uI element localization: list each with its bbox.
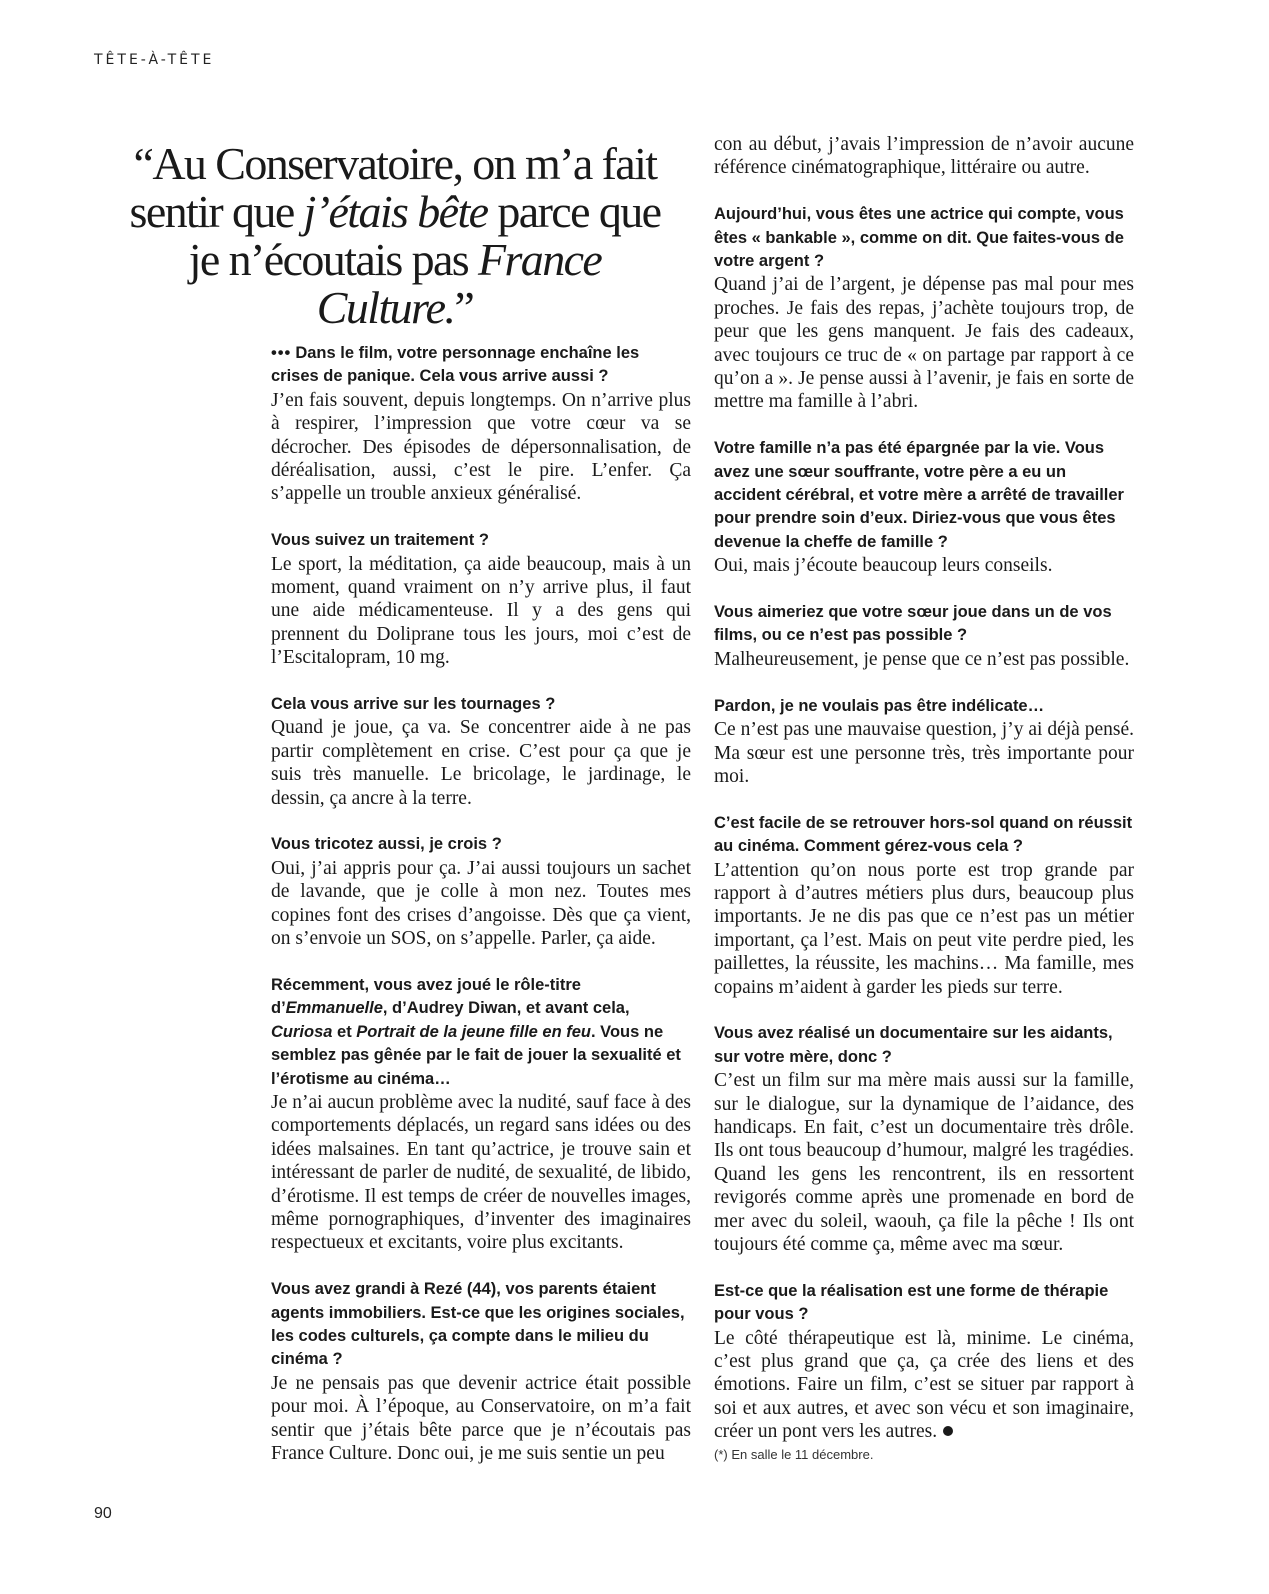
qa-block bbox=[714, 437, 1134, 577]
question: Vous aimeriez que votre sœur joue dans un de vos films, ou ce n’est pas possible ? bbox=[714, 603, 1112, 645]
question: Vous avez grandi à Rezé (44), vos parents étaient agents immobiliers. Est-ce que les origines sociales, les codes culturels, ça compte dans le milieu du cinéma ? bbox=[271, 1280, 685, 1369]
question: C’est facile de se retrouver hors-sol quand on réussit au cinéma. Comment gérez-vous cela ? bbox=[714, 813, 1133, 856]
answer-text: Le côté thérapeutique est là, minime. Le cinéma, c’est plus grand que ça, ça crée des liens et des émotions. Faire un film, c’est se situer par rapport à soi et aux autres, et avec son vécu et son imaginaire, créer un pont vers les autres. bbox=[714, 1327, 1134, 1443]
answer: Quand je joue, ça va. Se concentrer aide à ne pas partir complètement en crise. C’est pour ça que je suis très manuelle. Le bricolage, le jardinage, le dessin, ça ancre à la terre. bbox=[271, 717, 691, 809]
qa-block bbox=[271, 1278, 691, 1465]
right-column bbox=[714, 133, 1134, 1464]
question bbox=[271, 342, 691, 389]
qa-block bbox=[714, 601, 1134, 671]
pull-quote-text: parce que je n’écoutais pas bbox=[188, 186, 661, 285]
answer: Quand j’ai de l’argent, je dépense pas mal pour mes proches. Je fais des repas, j’achète toujours trop, de peur que les gens manquent. Je fais des cadeaux, avec toujours ce truc de « on partage par rapport à ce qu’on a ». Je pense aussi à l’avenir, je fais en sorte de mettre ma famille à l’abri. bbox=[714, 274, 1134, 413]
question: Vous tricotez aussi, je crois ? bbox=[271, 835, 502, 854]
film-title: Portrait de la jeune fille en feu bbox=[356, 1022, 592, 1041]
question: Vous avez réalisé un documentaire sur les aidants, sur votre mère, donc ? bbox=[714, 1024, 1113, 1066]
answer: Oui, mais j’écoute beaucoup leurs conseils. bbox=[714, 555, 1053, 577]
question bbox=[271, 974, 691, 1091]
question-text: Dans le film, votre personnage enchaîne les crises de panique. Cela vous arrive aussi ? bbox=[271, 344, 640, 386]
section-label: TÊTE-À-TÊTE bbox=[94, 52, 215, 68]
question-text: Récemment, vous avez joué le rôle-titre d’ bbox=[271, 975, 581, 1018]
answer-continuation: con au début, j’avais l’impression de n’avoir aucune référence cinématographique, littéraire ou autre. bbox=[714, 134, 1134, 179]
question: Votre famille n’a pas été épargnée par la vie. Vous avez une sœur souffrante, votre père a eu un accident cérébral, et votre mère a arrêté de travailler pour prendre soin d’eux. Diriez-vous que vous êtes devenue la cheffe de famille ? bbox=[714, 439, 1124, 551]
question: Vous suivez un traitement ? bbox=[271, 531, 489, 550]
answer: J’en fais souvent, depuis longtemps. On n’arrive plus à respirer, l’impression que votre cœur va se décrocher. Des épisodes de dépersonnalisation, de déréalisation, aussi, c’est le pire. L’enfer. Ça s’appelle un trouble anxieux généralisé. bbox=[271, 389, 691, 505]
qa-block bbox=[271, 693, 691, 810]
pull-quote-text: “Au Conservatoire, on m’a fait sentir que bbox=[129, 138, 657, 237]
qa-block bbox=[271, 342, 691, 506]
qa-block bbox=[714, 695, 1134, 789]
film-title: Curiosa bbox=[271, 1022, 333, 1041]
answer: Malheureusement, je pense que ce n’est pas possible. bbox=[714, 648, 1130, 670]
answer: Le sport, la méditation, ça aide beaucoup, mais à un moment, quand vraiment on n’y arrive plus, il faut une aide médicamenteuse. Il y a des gens qui prennent du Doliprane tous les jours, moi c’est de l’Escitalopram, 10 mg. bbox=[271, 553, 691, 669]
pull-quote-emphasis: France Culture. bbox=[316, 234, 602, 333]
pull-quote bbox=[110, 140, 680, 332]
intro-marker: ••• bbox=[271, 344, 292, 362]
qa-block bbox=[271, 974, 691, 1255]
qa-block bbox=[714, 1022, 1134, 1256]
qa-block bbox=[271, 833, 691, 950]
pull-quote-emphasis: j’étais bête bbox=[303, 186, 488, 237]
answer: Oui, j’ai appris pour ça. J’ai aussi toujours un sachet de lavande, que je colle à mon nez. Toutes mes copines font des crises d’angoisse. Dès que ça vient, on s’envoie un SOS, on s’appelle. Parler, ça aide. bbox=[271, 857, 691, 950]
question: Aujourd’hui, vous êtes une actrice qui compte, vous êtes « bankable », comme on dit. Que faites-vous de votre argent ? bbox=[714, 205, 1124, 271]
question: Pardon, je ne voulais pas être indélicate… bbox=[714, 696, 1045, 715]
question-text: et bbox=[332, 1022, 357, 1041]
qa-block bbox=[271, 529, 691, 669]
qa-block bbox=[714, 133, 1134, 180]
answer: L’attention qu’on nous porte est trop grande par rapport à d’autres métiers plus durs, beaucoup plus importants. Je ne dis pas que ce n’est pas un métier important, ça l’est. Mais on peut vite perdre pied, les paillettes, la réussite, les machins… Ma famille, mes copains m’aident à garder les pieds sur terre. bbox=[714, 859, 1134, 998]
question: Est-ce que la réalisation est une forme de thérapie pour vous ? bbox=[714, 1281, 1109, 1324]
left-column bbox=[271, 342, 691, 1489]
qa-block bbox=[714, 203, 1134, 414]
question: Cela vous arrive sur les tournages ? bbox=[271, 695, 556, 714]
answer: Ce n’est pas une mauvaise question, j’y ai déjà pensé. Ma sœur est une personne très, très importante pour moi. bbox=[714, 719, 1134, 787]
end-mark-icon bbox=[943, 1426, 953, 1436]
pull-quote-close: ” bbox=[454, 282, 474, 333]
question-text: , d’Audrey Diwan, et avant cela, bbox=[382, 999, 630, 1018]
qa-block bbox=[714, 1280, 1134, 1444]
qa-block bbox=[714, 812, 1134, 999]
answer bbox=[714, 1327, 1134, 1444]
answer: Je n’ai aucun problème avec la nudité, sauf face à des comportements déplacés, un regard sans idées ou des idées malsaines. En tant qu’actrice, je trouve sain et intéressant de parler de nudité, de sexualité, de libido, d’érotisme. Il est temps de créer de nouvelles images, même pornographiques, d’inventer des imaginaires respectueux et excitants, voire plus excitants. bbox=[271, 1091, 691, 1254]
answer: Je ne pensais pas que devenir actrice était possible pour moi. À l’époque, au Conservatoire, on m’a fait sentir que j’étais bête parce que je n’écoutais pas France Culture. Donc oui, je me suis sentie un peu bbox=[271, 1372, 691, 1465]
answer: C’est un film sur ma mère mais aussi sur la famille, sur le dialogue, sur la dynamique de l’aidance, des handicaps. En fait, c’est un documentaire très drôle. Ils ont tous beaucoup d’humour, malgré les tragédies. Quand les gens les rencontrent, ils en ressortent revigorés comme après une promenade en bord de mer avec du soleil, waouh, ça file la pêche ! Ils ont toujours été comme ça, même avec ma sœur. bbox=[714, 1070, 1134, 1255]
question-text: . Vous ne semblez pas gênée par le fait de jouer la sexualité et l’érotisme au cinéma… bbox=[271, 1022, 681, 1088]
film-title: Emmanuelle bbox=[285, 999, 383, 1018]
footnote: (*) En salle le 11 décembre. bbox=[714, 1446, 874, 1462]
page-number: 90 bbox=[94, 1505, 112, 1522]
